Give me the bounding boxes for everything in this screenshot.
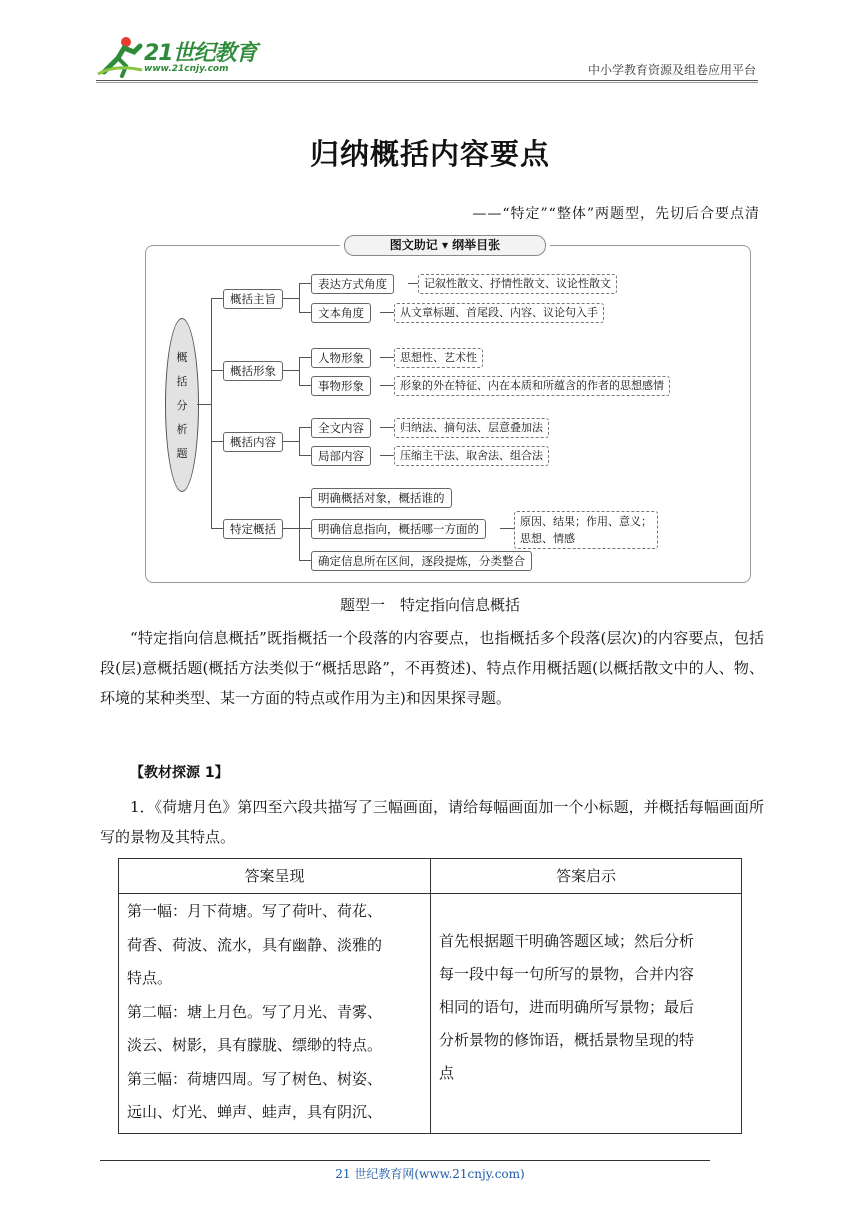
- connector: [299, 455, 311, 456]
- detail-object-image: 形象的外在特征、内在本质和所蕴含的作者的思想感情: [394, 376, 670, 396]
- connector: [299, 357, 300, 386]
- connector: [299, 528, 311, 529]
- page-subtitle: ——“特定”“整体”两题型，先切后合要点清: [472, 206, 760, 222]
- connector: [211, 528, 223, 529]
- cell-line: 点: [439, 1064, 455, 1082]
- connector: [380, 455, 394, 456]
- mindmap-banner: [340, 233, 550, 257]
- cell-line: 每一段中每一句所写的景物，合并内容: [439, 965, 695, 983]
- connector: [408, 283, 418, 284]
- root-char: 题: [176, 447, 188, 460]
- cell-line: 远山、灯光、蝉声、蛙声，具有阴沉、: [127, 1103, 383, 1121]
- answer-table: [118, 858, 742, 1134]
- table-divider: [430, 859, 431, 1133]
- connector: [380, 312, 394, 313]
- root-char: 概: [176, 351, 188, 364]
- platform-name: 中小学教育资源及组卷应用平台: [587, 63, 756, 77]
- page-title: 归纳概括内容要点: [309, 137, 550, 171]
- detail-full-text: 归纳法、摘句法、层意叠加法: [394, 418, 549, 438]
- header-divider: [96, 80, 758, 81]
- cell-line: 淡云、树影，具有朦胧、缥缈的特点。: [127, 1036, 383, 1054]
- detail-partial-text: 压缩主干法、取舍法、组合法: [394, 446, 549, 466]
- node-clarify-direction: 明确信息指向，概括哪一方面的: [311, 519, 486, 539]
- connector: [299, 560, 311, 561]
- node-character-image: 人物形象: [311, 348, 371, 368]
- branch-specific-summary: 特定概括: [223, 519, 283, 539]
- detail-line: 原因、结果；作用、意义；: [520, 515, 652, 528]
- connector: [299, 283, 311, 284]
- node-partial-text: 局部内容: [311, 446, 371, 466]
- question-text: 1．《荷塘月色》第四至六段共描写了三幅画面，请给每幅画面加一个小标题，并概括每幅画面所写的景物及其特点。: [100, 798, 764, 846]
- footer-link[interactable]: 21 世纪教育网(www.21cnjy.com): [335, 1167, 525, 1181]
- cell-line: 相同的语句，进而明确所写景物；最后: [439, 998, 695, 1016]
- cell-line: 首先根据题干明确答题区域；然后分析: [439, 932, 695, 950]
- logo-url: www.21cnjy.com: [144, 64, 229, 74]
- cell-line: 分析景物的修饰语，概括景物呈现的特: [439, 1031, 695, 1049]
- header-divider-thin: [96, 82, 758, 83]
- section-title: 题型一 特定指向信息概括: [339, 596, 520, 614]
- cell-line: 第二幅：塘上月色。写了月光、青雾、: [127, 1002, 383, 1021]
- node-expression-angle: 表达方式角度: [311, 274, 394, 294]
- detail-expression-angle: 记叙性散文、抒情性散文、议论性散文: [418, 274, 617, 294]
- footer-divider: [100, 1160, 710, 1161]
- cell-line: 第一幅：月下荷塘。写了荷叶、荷花、: [127, 902, 383, 920]
- node-clarify-object: 明确概括对象，概括谁的: [311, 488, 452, 508]
- connector: [380, 427, 394, 428]
- branch-summary-theme: 概括主旨: [223, 289, 283, 309]
- source-label: 【教材探源 1】: [130, 765, 229, 781]
- connector: [211, 298, 212, 529]
- table-header-answer: 答案呈现: [119, 859, 430, 894]
- branch-summary-image: 概括形象: [223, 361, 283, 381]
- connector: [283, 370, 299, 371]
- detail-line: 思想、情感: [520, 532, 575, 545]
- connector: [211, 370, 223, 371]
- logo-brand: 21世纪教育: [144, 41, 257, 66]
- connector: [283, 441, 299, 442]
- connector: [197, 404, 211, 405]
- section-paragraph: “特定指向信息概括”既指概括一个段落的内容要点，也指概括多个段落(层次)的内容要点，包括段(层)意概括题(概括方法类似于“概括思路”，不再赘述)、特点作用概括题(以概括散文中的人、物、环境的某种类型、某一方面的特点或作用为主)和因果探寻题。: [100, 629, 764, 707]
- table-cell-answer: [127, 895, 425, 1130]
- table-header-hint: 答案启示: [431, 859, 741, 894]
- connector: [299, 385, 311, 386]
- node-object-image: 事物形象: [311, 376, 371, 396]
- node-text-angle: 文本角度: [311, 303, 371, 323]
- node-locate-info: 确定信息所在区间，逐段提炼，分类整合: [311, 551, 532, 571]
- connector: [299, 497, 311, 498]
- node-full-text: 全文内容: [311, 418, 371, 438]
- connector: [211, 441, 223, 442]
- detail-clarify-direction: [514, 511, 658, 549]
- cell-line: 特点。: [127, 969, 173, 987]
- root-char: 分: [176, 399, 188, 412]
- detail-text-angle: 从文章标题、首尾段、内容、议论句入手: [394, 303, 604, 323]
- mindmap-root: [165, 318, 199, 492]
- connector: [299, 283, 300, 313]
- connector: [283, 528, 299, 529]
- root-char: 析: [176, 423, 188, 436]
- runner-logo-icon: [96, 34, 146, 78]
- connector: [500, 528, 514, 529]
- site-logo: [96, 34, 266, 78]
- connector: [299, 427, 300, 456]
- connector: [380, 357, 394, 358]
- connector: [211, 298, 223, 299]
- branch-summary-content: 概括内容: [223, 432, 283, 452]
- connector: [299, 357, 311, 358]
- banner-label: 图文助记 ▾ 纲举目张: [344, 235, 546, 256]
- connector: [299, 312, 311, 313]
- connector: [283, 298, 299, 299]
- table-cell-hint: [439, 925, 735, 1090]
- cell-line: 第三幅：荷塘四周。写了树色、树姿、: [127, 1069, 383, 1088]
- cell-line: 荷香、荷波、流水，具有幽静、淡雅的: [127, 935, 383, 954]
- root-char: 括: [176, 375, 188, 388]
- connector: [299, 427, 311, 428]
- detail-character-image: 思想性、艺术性: [394, 348, 483, 368]
- connector: [380, 385, 394, 386]
